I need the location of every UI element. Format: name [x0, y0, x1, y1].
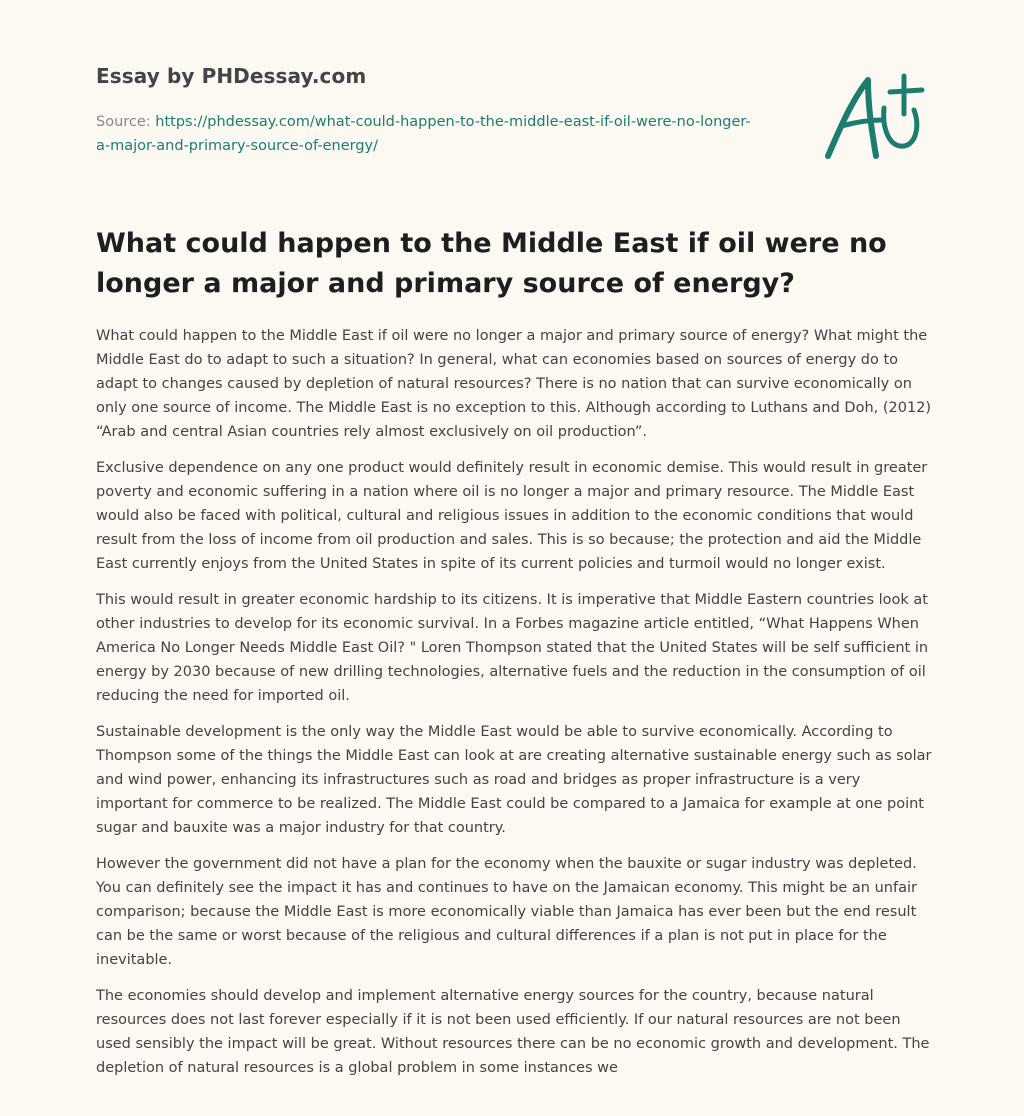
paragraph-1: What could happen to the Middle East if oil were no longer a major and primary source of energy? What might the Middle East do to adapt to such a situation? In general, what can economies based on sources of energy do to adapt to changes caused by depletion of natural resources? There is no nation that can survive economically on only one source of income. The Middle East is no exception to this. Although according to Luthans and Doh, (2012) “Arab and central Asian countries rely almost exclusively on oil production”. — [96, 328, 932, 440]
a-plus-grade-icon — [818, 68, 930, 164]
paragraph-3: This would result in greater economic hardship to its citizens. It is imperative that Middle Eastern countries look at other industries to develop for its economic survival. In a Forbes magazine article entitled, “What Happens When America No Longer Needs Middle East Oil? " Loren Thompson stated that the United States will be self sufficient in energy by 2030 because of new drilling technologies, alternative fuels and the reduction in the consumption of oil reducing the need for imported oil. — [96, 592, 929, 704]
site-brand: Essay by PHDessay.com — [96, 64, 367, 88]
paragraph-6: The economies should develop and implement alternative energy sources for the country, because natural resources does not last forever especially if it is not been used efficiently. If our natural resources are not been used sensibly the impact will be great. Without resources there can be no economic growth and development. The depletion of natural resources is a global problem in some instances we — [96, 988, 930, 1076]
essay-title: What could happen to the Middle East if oil were no longer a major and primary source of energy? — [96, 228, 887, 299]
paragraph-2: Exclusive dependence on any one product would definitely result in economic demise. This would result in greater poverty and economic suffering in a nation where oil is no longer a major and primary resource. The Middle East would also be faced with political, cultural and religious issues in addition to the economic conditions that would result from the loss of income from oil production and sales. This is so because; the protection and aid the Middle East currently enjoys from the United States in spite of its current policies and turmoil would no longer exist. — [96, 460, 928, 572]
paragraph-4: Sustainable development is the only way the Middle East would be able to survive economically. According to Thompson some of the things the Middle East can look at are creating alternative sustainable energy such as solar and wind power, enhancing its infrastructures such as road and bridges as proper infrastructure is a very important for commerce to be realized. The Middle East could be compared to a Jamaica for example at one point sugar and bauxite was a major industry for that country. — [96, 724, 932, 836]
source-line — [96, 110, 756, 158]
essay-body — [96, 324, 936, 1092]
source-label: Source: — [96, 114, 151, 130]
paragraph-5: However the government did not have a plan for the economy when the bauxite or sugar industry was depleted. You can definitely see the impact it has and continues to have on the Jamaican economy. This might be an unfair comparison; because the Middle East is more economically viable than Jamaica has ever been but the end result can be the same or worst because of the religious and cultural differences if a plan is not put in place for the inevitable. — [96, 856, 917, 968]
source-link[interactable]: https://phdessay.com/what-could-happen-to-the-middle-east-if-oil-were-no-longer-a-major-and-primary-source-of-energy/ — [96, 114, 751, 154]
